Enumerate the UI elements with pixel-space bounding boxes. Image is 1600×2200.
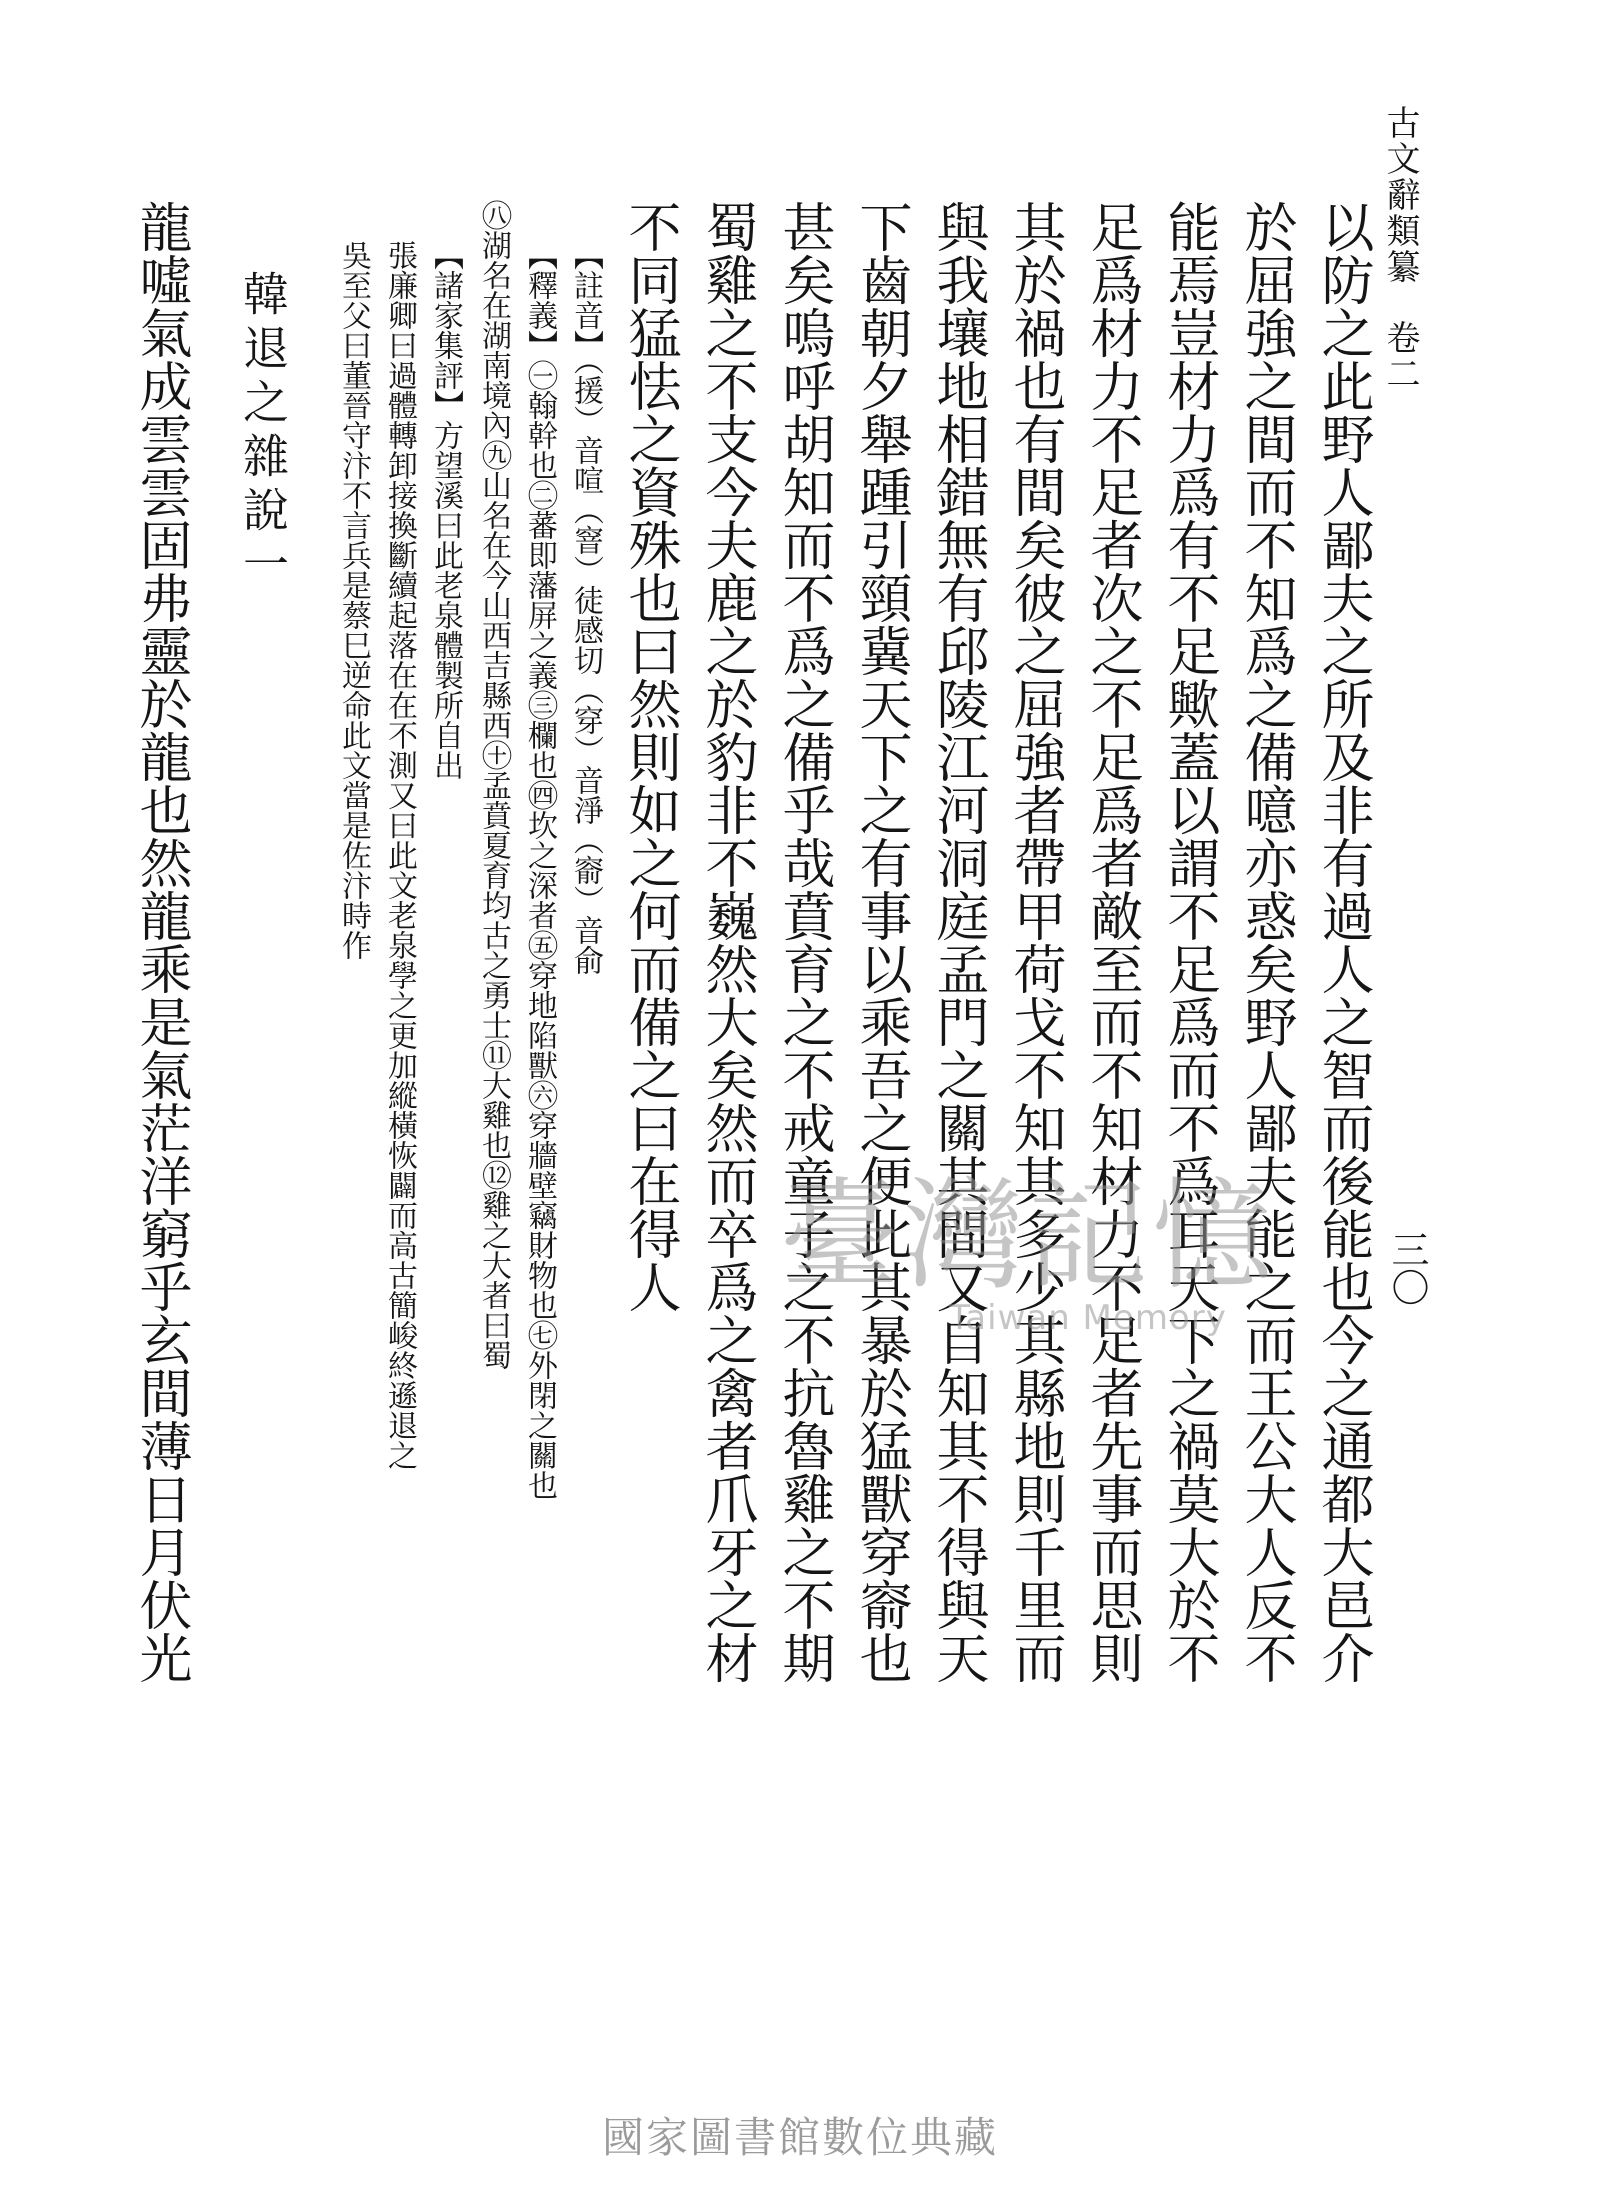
main-text-column: 其於禍也有間矣彼之屈強者帶甲荷戈不知其多少其縣地則千里而 bbox=[1005, 200, 1066, 1684]
main-text-column: 龍噓氣成雲雲固弗靈於龍也然龍乘是氣茫洋窮乎玄間薄日月伏光 bbox=[131, 200, 192, 1684]
glossary-notes: 【釋義】㊀翰幹也㊁蕃即藩屏之義㊂欄也㊃坎之深者㊄穿地陷獸㊅穿牆壁竊財物也㊆外閉之關也 bbox=[522, 240, 557, 1500]
running-header-title: 古文辭類纂 bbox=[1380, 105, 1420, 285]
section-title: 韓退之雜說一 bbox=[236, 270, 290, 594]
main-text-column: 下齒朝夕舉踵引頸冀天下之有事以乘吾之便此其暴於猛獸穿窬也 bbox=[851, 200, 912, 1684]
main-text-column: 與我壤地相錯無有邱陵江河洞庭孟門之關其間又自知其不得與天 bbox=[928, 200, 989, 1684]
main-text-column: 蜀雞之不支今夫鹿之於豹非不巍然大矣然而卒爲之禽者爪牙之材 bbox=[697, 200, 758, 1684]
main-text-column: 能焉豈材力爲有不足歟蓋以謂不足爲而不爲耳天下之禍莫大於不 bbox=[1159, 200, 1220, 1684]
main-text-column: 甚矣嗚呼胡知而不爲之備乎哉賁育之不戒童子之不抗魯雞之不期 bbox=[774, 200, 835, 1684]
critics-comment: 吳至父曰董晉守汴不言兵是蔡巳逆命此文當是佐汴時作 bbox=[336, 240, 371, 960]
critics-comments-heading: 【諸家集評】方望溪曰此老泉體製所自出 bbox=[428, 240, 463, 780]
main-text-column: 足爲材力不足者次之不足爲者敵至而不知材力不足者先事而思則 bbox=[1082, 200, 1143, 1684]
running-header-volume: 卷二 bbox=[1380, 320, 1420, 392]
glossary-notes-continued: ㊇湖名在湖南境內㊈山名在今山西吉縣西㊉孟賁夏育均古之勇士⑪大雞也⑫雞之大者曰蜀 bbox=[476, 200, 511, 1370]
watermark-chinese: 臺灣記憶 bbox=[780, 1167, 1276, 1306]
main-text-column: 於屈強之間而不知爲之備噫亦惑矣野人鄙夫能之而王公大人反不 bbox=[1236, 200, 1297, 1684]
library-footer: 國家圖書館數位典藏 bbox=[601, 2113, 998, 2162]
main-text-column: 不同猛怯之資殊也曰然則如之何而備之曰在得人 bbox=[620, 200, 681, 1313]
main-text-column: 以防之此野人鄙夫之所及非有過人之智而後能也今之通都大邑介 bbox=[1313, 200, 1374, 1684]
phonetic-notes: 【註音】（援）音喧（窨）徒感切（穿）音淨（窬）音俞 bbox=[568, 240, 603, 975]
page-number: 三〇 bbox=[1385, 1230, 1429, 1306]
watermark-english: Taiwan Memory bbox=[949, 1298, 1227, 1338]
critics-comment: 張廉卿曰過體轉卸接換斷續起落在在不測又曰此文老泉學之更加縱橫恢闢而高古簡峻終遜退之 bbox=[382, 240, 417, 1470]
